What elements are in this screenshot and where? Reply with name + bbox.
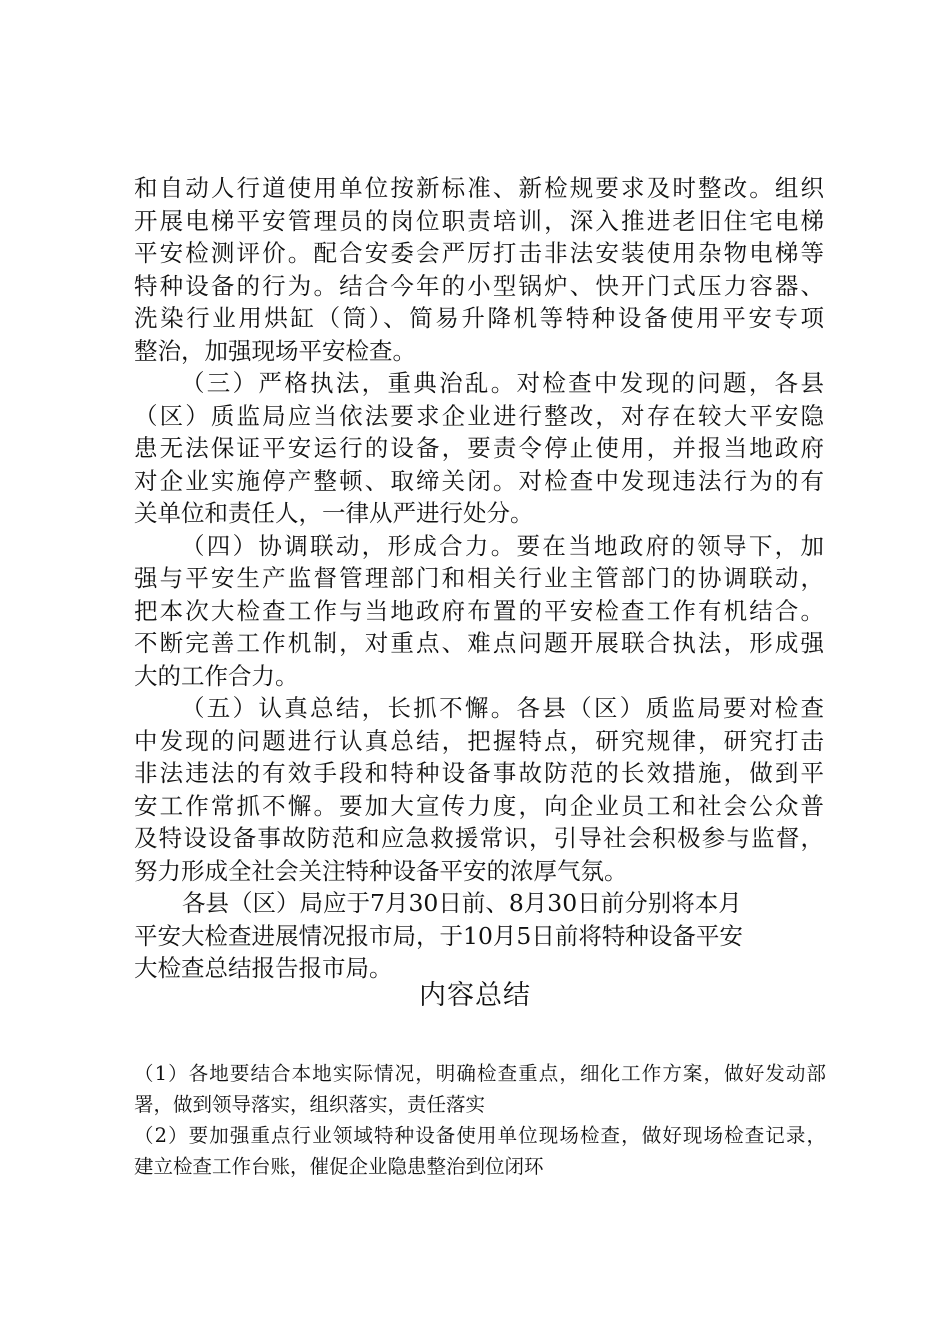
body-line: 及特设设备事故防范和应急救援常识，引导社会积极参与监督，	[134, 824, 824, 852]
summary-line: （2）要加强重点行业领域特种设备使用单位现场检查，做好现场检查记录，	[134, 1124, 826, 1147]
body-line: 整治，加强现场平安检查。	[134, 336, 416, 365]
body-line: 平安检测评价。配合安委会严厉打击非法安装使用杂物电梯等	[134, 239, 824, 267]
body-line: 安工作常抓不懈。要加大宣传力度，向企业员工和社会公众普	[134, 791, 824, 820]
summary-title: 内容总结	[419, 980, 531, 1011]
summary-line: 署，做到领导落实，组织落实，责任落实	[134, 1093, 486, 1116]
body-line: 努力形成全社会关注特种设备平安的浓厚气氛。	[134, 856, 628, 885]
section-heading-line: （三）严格执法，重典治乱。对检查中发现的问题，各县	[181, 369, 824, 397]
section-heading-line: （五）认真总结，长抓不懈。各县（区）质监局要对检查	[181, 694, 824, 722]
closing-paragraph-line: 大检查总结报告报市局。	[134, 954, 393, 982]
section-heading-line: （四）协调联动，形成合力。要在当地政府的领导下，加	[181, 531, 824, 560]
body-line: 强与平安生产监督管理部门和相关行业主管部门的协调联动，	[134, 564, 824, 592]
body-line: 非法违法的有效手段和特种设备事故防范的长效措施，做到平	[134, 759, 824, 787]
body-line: 洗染行业用烘缸（筒）、简易升降机等特种设备使用平安专项	[134, 304, 824, 332]
summary-line: （1）各地要结合本地实际情况，明确检查重点，细化工作方案，做好发动部	[134, 1062, 826, 1085]
body-line: （区）质监局应当依法要求企业进行整改，对存在较大平安隐	[134, 401, 824, 430]
body-line: 患无法保证平安运行的设备，要责令停止使用，并报当地政府	[134, 434, 824, 462]
body-line: 特种设备的行为。结合今年的小型锅炉、快开门式压力容器、	[134, 271, 824, 300]
body-line: 和自动人行道使用单位按新标准、新检规要求及时整改。组织	[134, 174, 824, 202]
body-line: 关单位和责任人，一律从严进行处分。	[134, 499, 534, 527]
closing-paragraph-line: 平安大检查进展情况报市局，于10月5日前将特种设备平安	[134, 921, 743, 950]
body-line: 开展电梯平安管理员的岗位职责培训，深入推进老旧住宅电梯	[134, 206, 824, 235]
summary-section	[134, 1058, 826, 1182]
body-text	[134, 172, 824, 985]
closing-paragraph-line: 各县（区）局应于7月30日前、8月30日前分别将本月	[182, 889, 742, 917]
body-line: 把本次大检查工作与当地政府布置的平安检查工作有机结合。	[134, 596, 824, 625]
body-line: 不断完善工作机制，对重点、难点问题开展联合执法，形成强	[134, 629, 824, 657]
body-line: 中发现的问题进行认真总结，把握特点，研究规律，研究打击	[134, 726, 824, 755]
summary-line: 建立检查工作台账，催促企业隐患整治到位闭环	[134, 1155, 544, 1178]
body-line: 对企业实施停产整顿、取缔关闭。对检查中发现违法行为的有	[134, 466, 824, 495]
body-line: 大的工作合力。	[134, 661, 299, 690]
